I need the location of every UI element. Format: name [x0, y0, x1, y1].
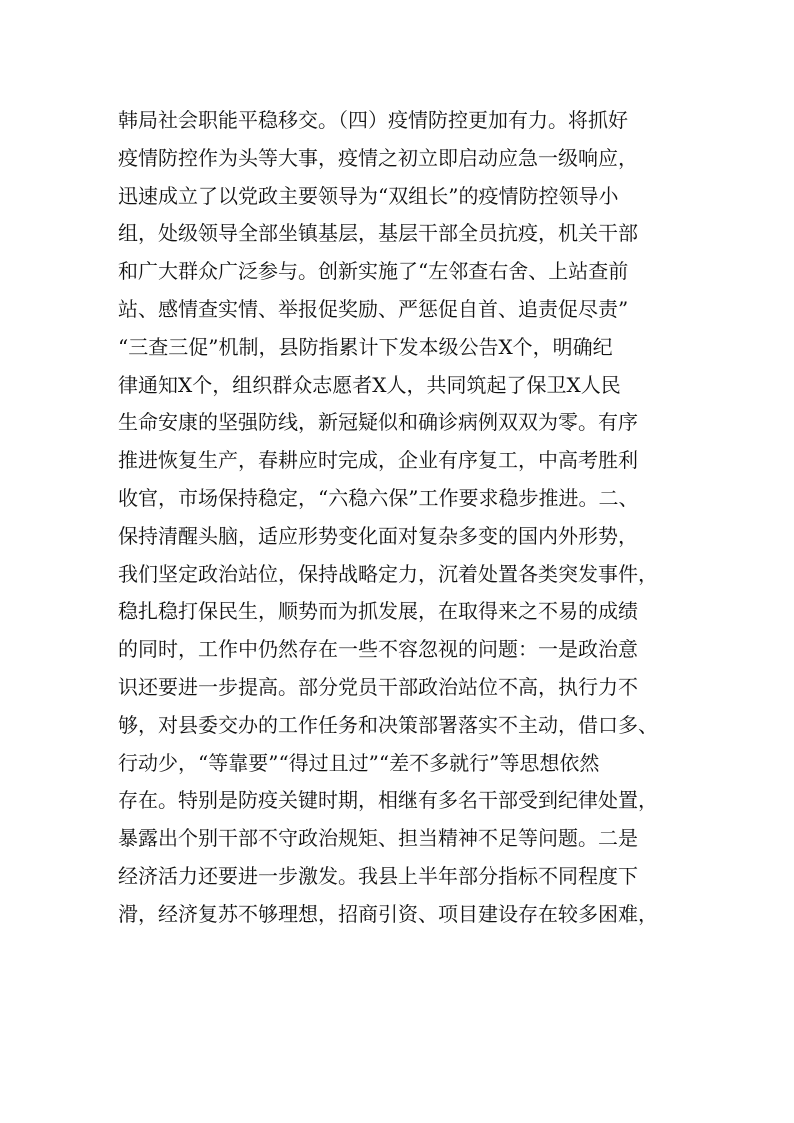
text-line: 迅速成立了以党政主要领导为“双组长”的疫情防控领导小	[118, 183, 619, 208]
text-line: 和广大群众广泛参与。创新实施了“左邻查右舍、上站查前	[118, 259, 629, 284]
text-line: 站、感情查实情、举报促奖励、严惩促自首、追责促尽责”	[118, 296, 629, 321]
text-line: 我们坚定政治站位，保持战略定力，沉着处置各类突发事件，	[118, 561, 658, 586]
text-line: 够，对县委交办的工作任务和决策部署落实不主动，借口多、	[118, 712, 658, 737]
text-line: 组，处级领导全部坐镇基层，基层干部全员抗疫，机关干部	[118, 221, 638, 246]
text-line: 收官，市场保持稳定，“六稳六保”工作要求稳步推进。二、	[118, 485, 639, 510]
text-line: 生命安康的坚强防线，新冠疑似和确诊病例双双为零。有序	[118, 410, 638, 435]
text-line: 存在。特别是防疫关键时期，相继有多名干部受到纪律处置，	[118, 788, 658, 813]
text-line: 经济活力还要进一步激发。我县上半年部分指标不同程度下	[118, 863, 638, 888]
text-line: 韩局社会职能平稳移交。（四）疫情防控更加有力。将抓好	[118, 108, 628, 132]
text-line: “三查三促”机制，县防指累计下发本级公告X个，明确纪	[118, 334, 613, 359]
text-line: 行动少，“等靠要”“得过且过”“差不多就行”等思想依然	[118, 750, 600, 775]
text-line: 推进恢复生产，春耕应时完成，企业有序复工，中高考胜利	[118, 448, 638, 473]
body-text	[118, 102, 688, 934]
text-line: 滑，经济复苏不够理想，招商引资、项目建设存在较多困难，	[118, 901, 658, 926]
text-line: 的同时，工作中仍然存在一些不容忽视的问题：一是政治意	[118, 637, 638, 662]
text-line: 疫情防控作为头等大事，疫情之初立即启动应急一级响应，	[118, 145, 638, 170]
text-line: 识还要进一步提高。部分党员干部政治站位不高，执行力不	[118, 674, 638, 699]
text-line: 稳扎稳打保民生，顺势而为抓发展，在取得来之不易的成绩	[118, 599, 638, 624]
text-line: 保持清醒头脑，适应形势变化面对复杂多变的国内外形势，	[118, 523, 638, 548]
text-line: 暴露出个别干部不守政治规矩、担当精神不足等问题。二是	[118, 826, 638, 851]
text-line: 律通知X个，组织群众志愿者X人，共同筑起了保卫X人民	[118, 372, 621, 397]
